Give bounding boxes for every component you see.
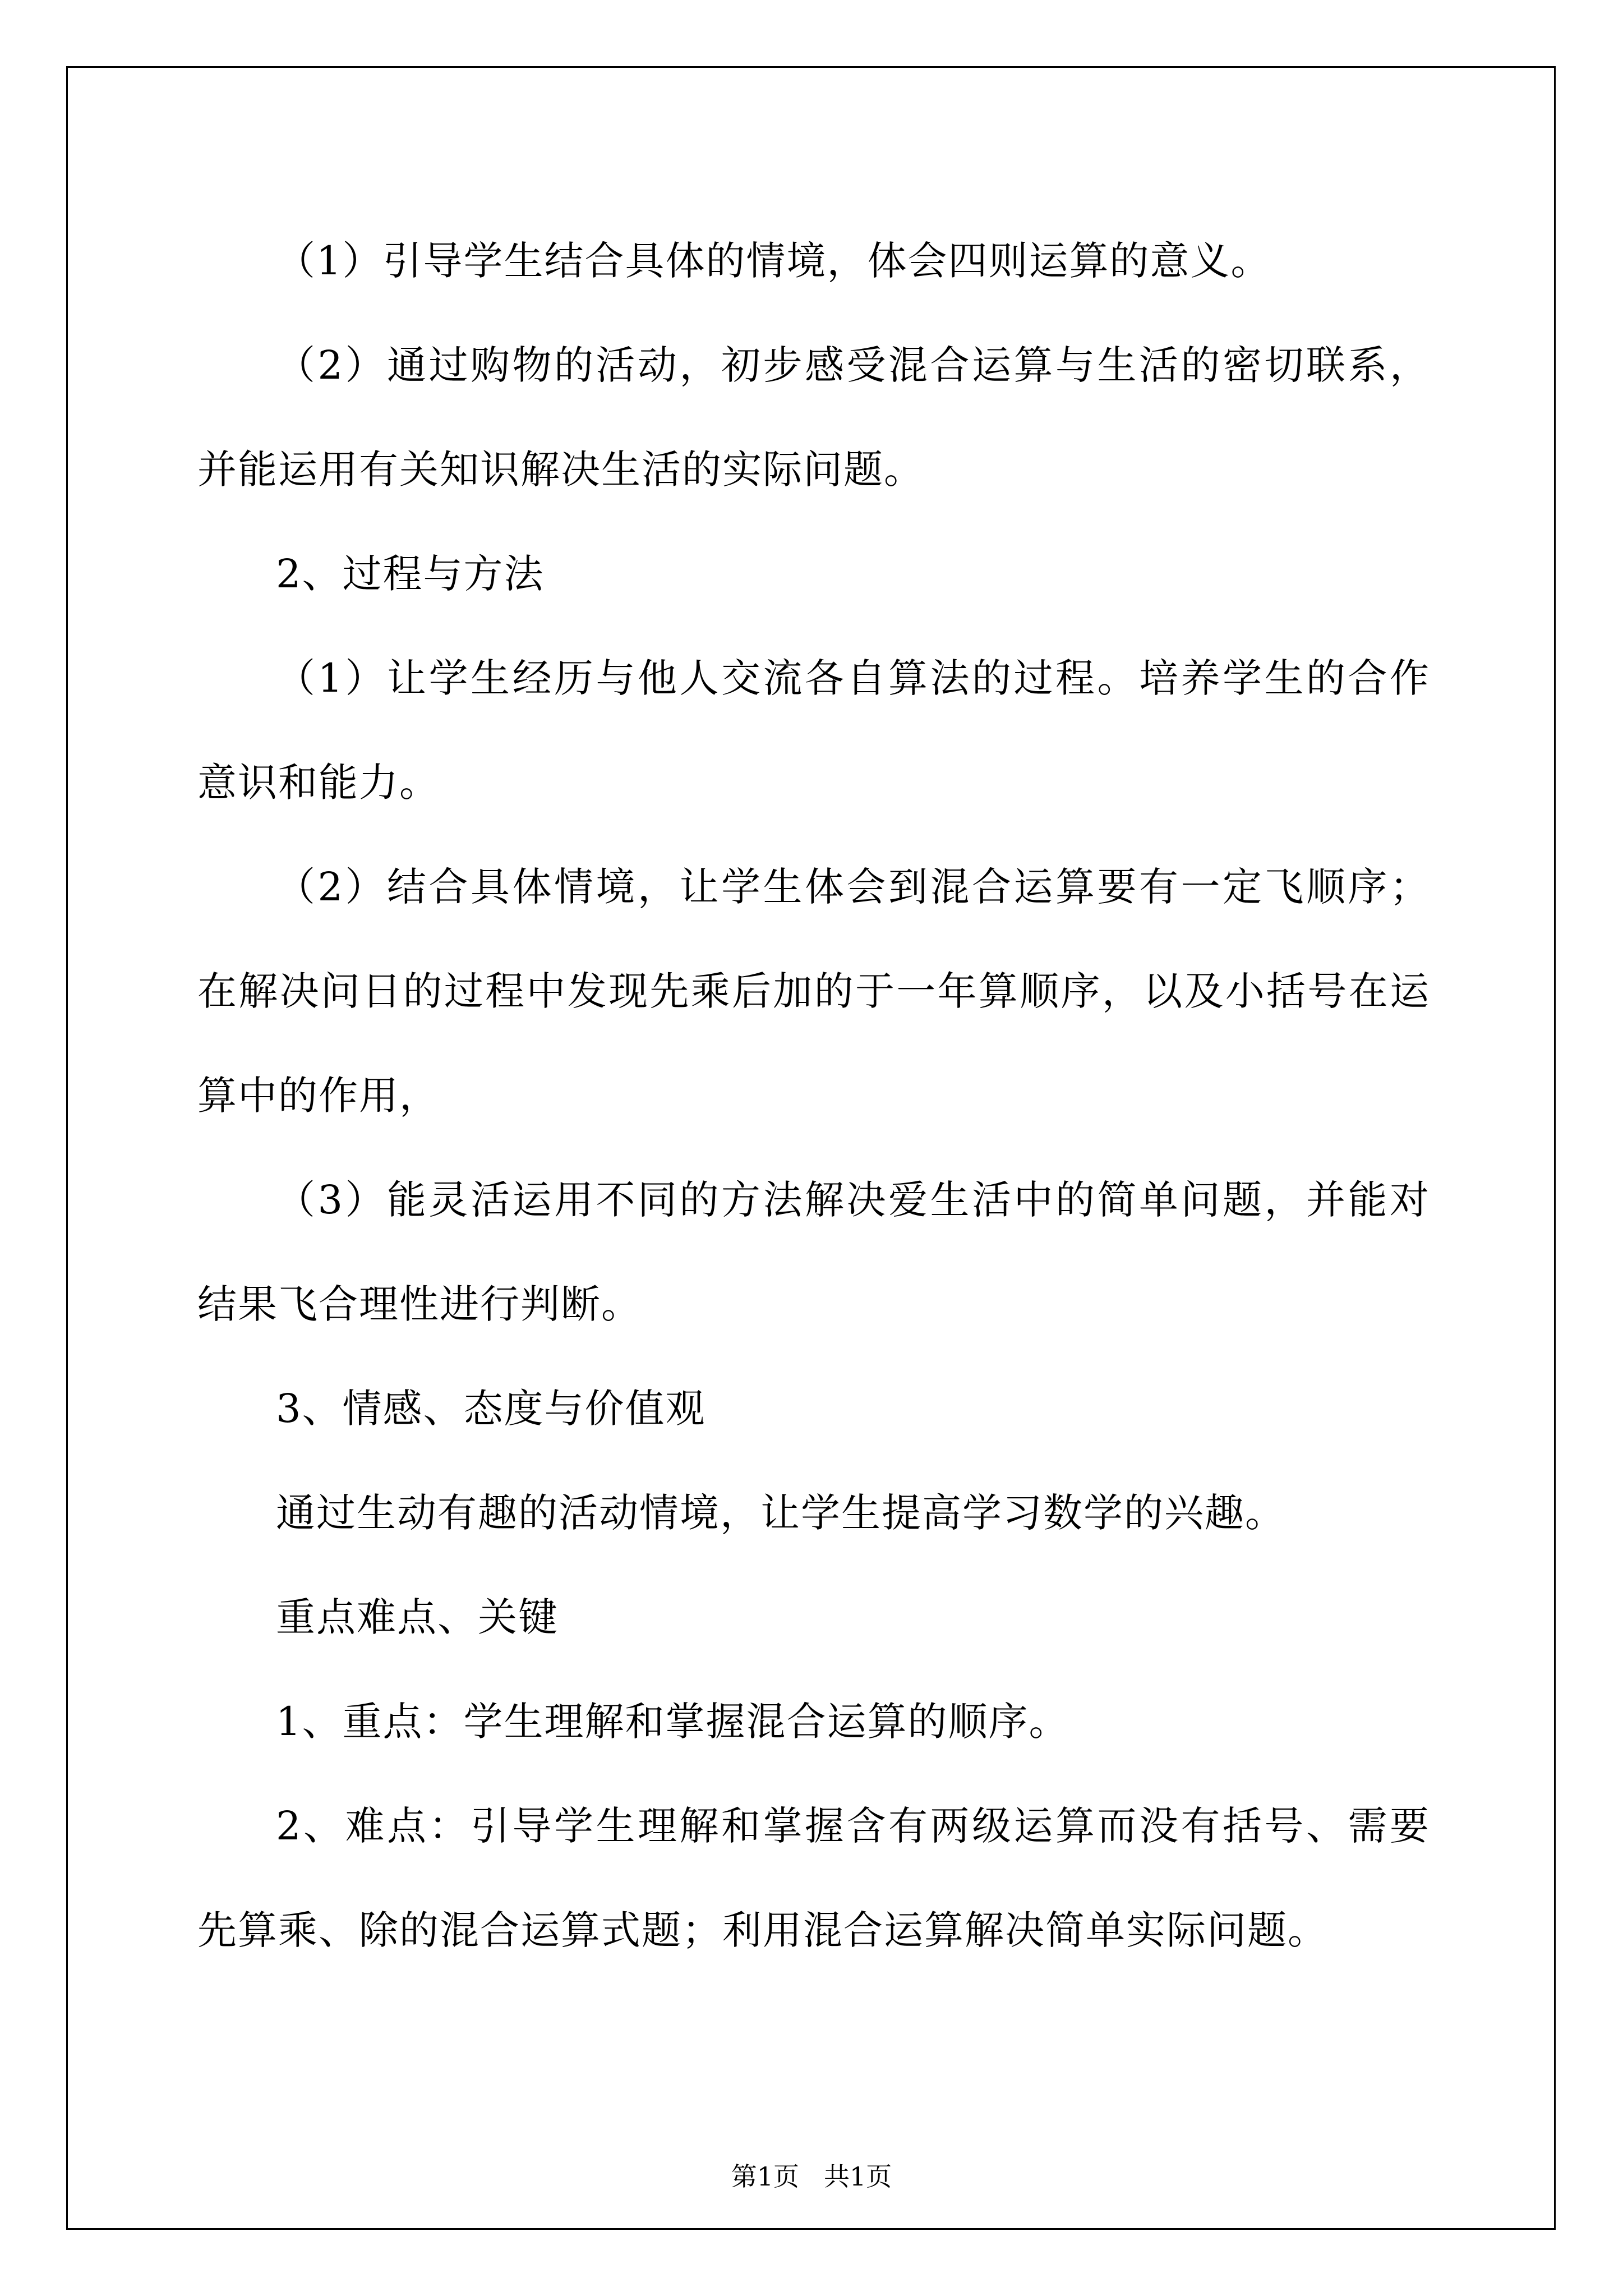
paragraph-process-2: （2）结合具体情境，让学生体会到混合运算要有一定飞顺序；在解决问日的过程中发现先乘后加的于一年算顺序，以及小括号在运算中的作用， bbox=[197, 864, 1430, 1119]
paragraph-objective-1: （1）引导学生结合具体的情境，体会四则运算的意义。 bbox=[276, 238, 1271, 284]
page-footer bbox=[0, 2160, 1623, 2193]
paragraph-difficult-point: 2、难点：引导学生理解和掌握含有两级运算而没有括号、需要先算乘、除的混合运算式题；利用混合运算解决简单实际问题。 bbox=[197, 1803, 1430, 1953]
heading-emotion-attitude-values: 3、情感、态度与价值观 bbox=[276, 1386, 706, 1432]
document-body bbox=[197, 209, 1430, 1982]
page-number: 第1页 bbox=[731, 2161, 799, 2192]
paragraph-objective-2: （2）通过购物的活动，初步感受混合运算与生活的密切联系，并能运用有关知识解决生活的实际问题。 bbox=[197, 342, 1430, 493]
page-total: 共1页 bbox=[824, 2161, 892, 2192]
heading-process-and-method: 2、过程与方法 bbox=[276, 551, 545, 597]
heading-key-difficult-points: 重点难点、关键 bbox=[276, 1594, 559, 1640]
paragraph-key-point: 1、重点：学生理解和掌握混合运算的顺序。 bbox=[276, 1699, 1069, 1745]
paragraph-emotion: 通过生动有趣的活动情境，让学生提高学习数学的兴趣。 bbox=[276, 1490, 1285, 1536]
paragraph-process-3: （3）能灵活运用不同的方法解决爱生活中的简单问题，并能对结果飞合理性进行判断。 bbox=[197, 1177, 1430, 1327]
paragraph-process-1: （1）让学生经历与他人交流各自算法的过程。培养学生的合作意识和能力。 bbox=[197, 655, 1430, 806]
